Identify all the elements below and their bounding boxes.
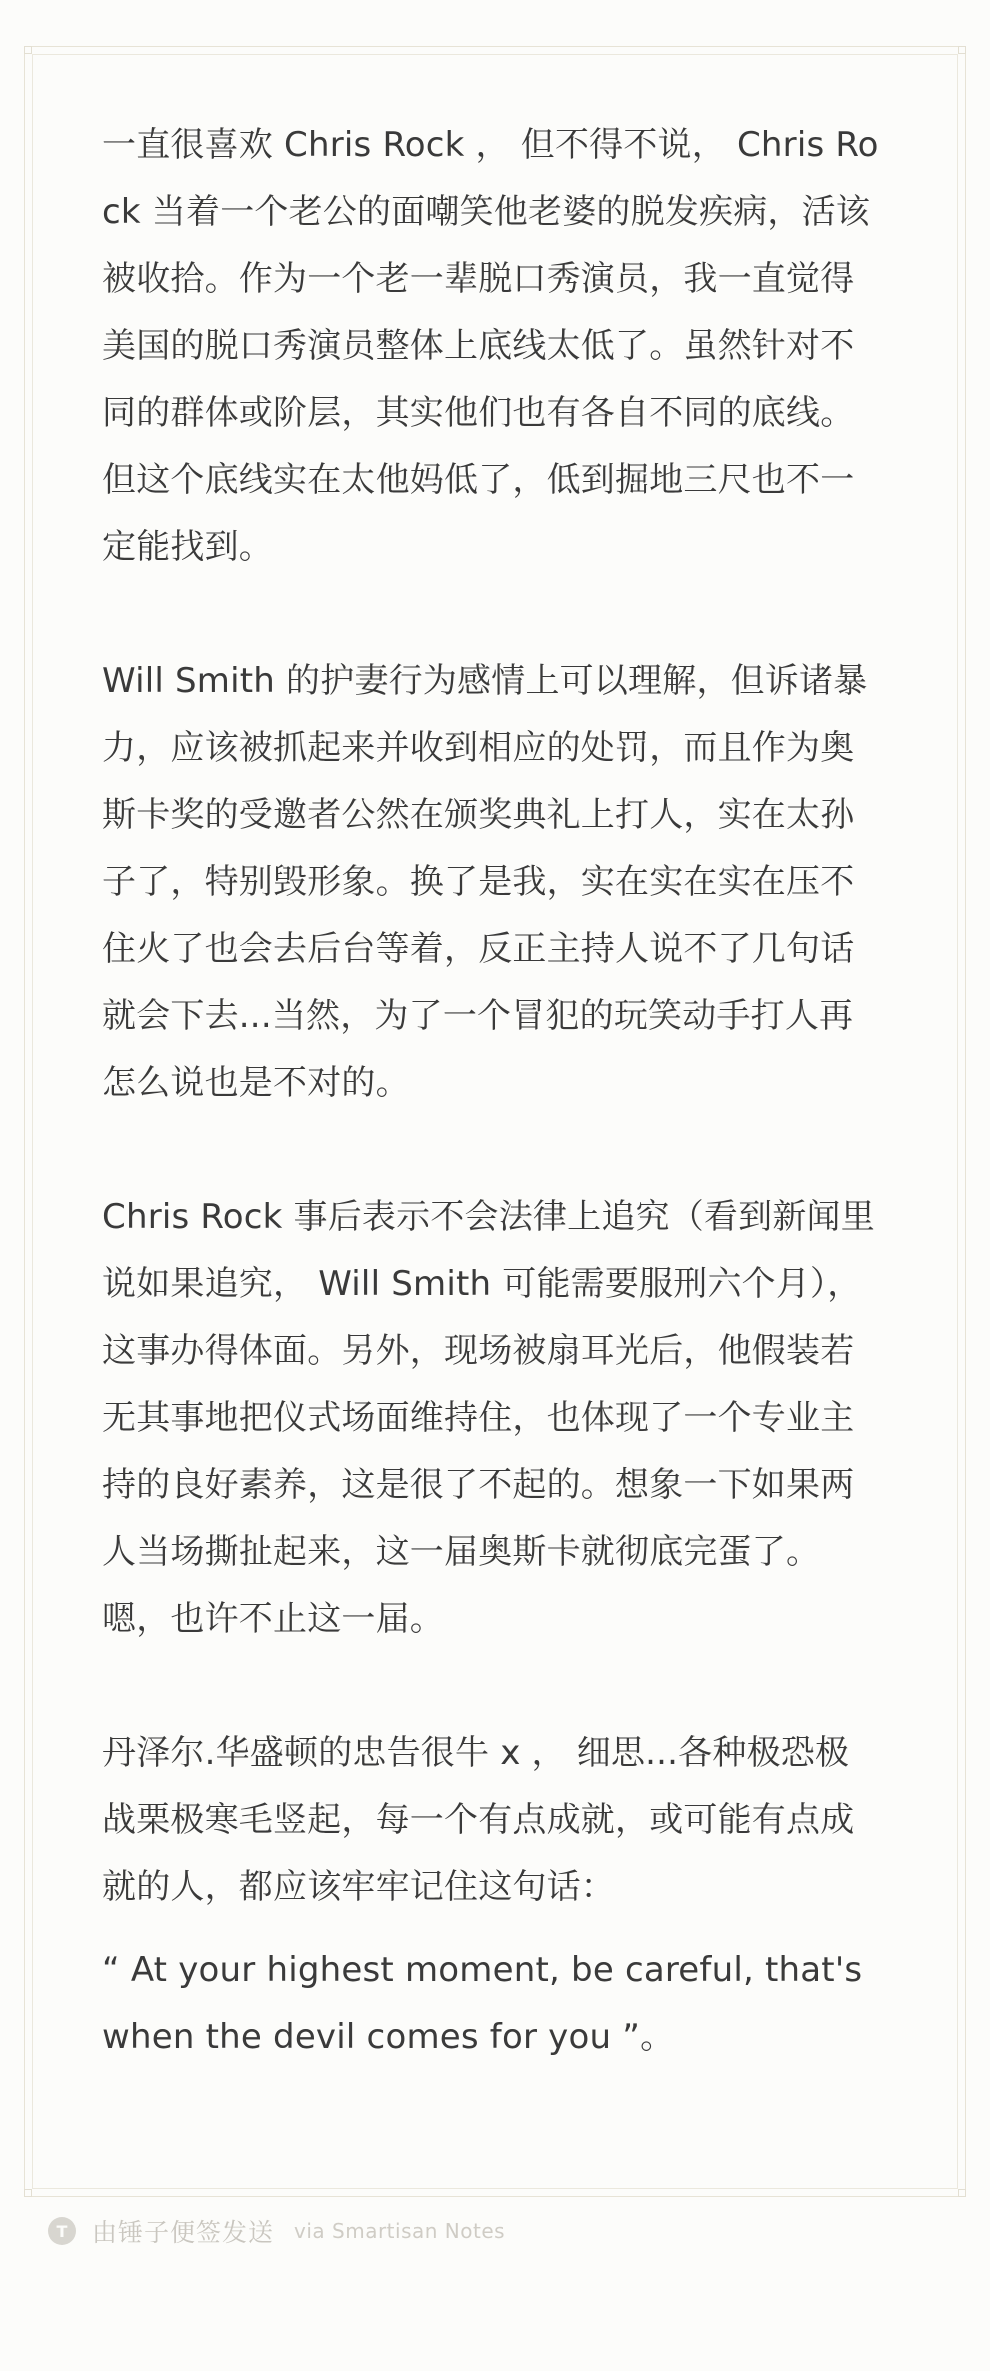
note-quote: “ At your highest moment, be careful, that's when the devil comes for you ”。: [102, 1950, 863, 2057]
note-paragraph-4: 丹泽尔.华盛顿的忠告很牛 x ， 细思...各种极恐极战栗极寒毛竖起，每一个有点成就，或可能有点成就的人，都应该牢牢记住这句话：: [102, 1733, 855, 1907]
footer-signature: [48, 2214, 505, 2248]
note-paragraph-1: 一直很喜欢 Chris Rock ， 但不得不说， Chris Rock 当着一个老公的面嘲笑他老婆的脱发疾病，活该被收拾。作为一个老一辈脱口秀演员，我一直觉得美国的脱口秀演员整体上底线太低了。虽然针对不同的群体或阶层，其实他们也有各自不同的底线。但这个底线实在太他妈低了，低到掘地三尺也不一定能找到。: [102, 125, 879, 567]
note-paragraph-3: Chris Rock 事后表示不会法律上追究（看到新闻里说如果追究， Will Smith 可能需要服刑六个月），这事办得体面。另外，现场被扇耳光后，他假装若无其事地把仪式场面维持住，也体现了一个专业主持的良好素养，这是很了不起的。想象一下如果两人当场撕扯起来，这一届奥斯卡就彻底完蛋了。嗯，也许不止这一届。: [102, 1197, 875, 1639]
footer-via-text: via Smartisan Notes: [294, 2219, 506, 2243]
frame-corner-bottom-right: [958, 2189, 966, 2197]
smartisan-logo-icon: T: [48, 2217, 76, 2245]
footer-app-text: 由锤子便签发送: [92, 2218, 275, 2247]
frame-corner-top-left: [24, 46, 32, 54]
frame-corner-bottom-left: [24, 2189, 32, 2197]
note-body: [102, 112, 882, 2071]
frame-corner-top-right: [958, 46, 966, 54]
note-paragraph-2: Will Smith 的护妻行为感情上可以理解，但诉诸暴力，应该被抓起来并收到相应的处罚，而且作为奥斯卡奖的受邀者公然在颁奖典礼上打人，实在太孙子了，特别毁形象。换了是我，实在实在实在压不住火了也会去后台等着，反正主持人说不了几句话就会下去...当然，为了一个冒犯的玩笑动手打人再怎么说也是不对的。: [102, 661, 868, 1103]
